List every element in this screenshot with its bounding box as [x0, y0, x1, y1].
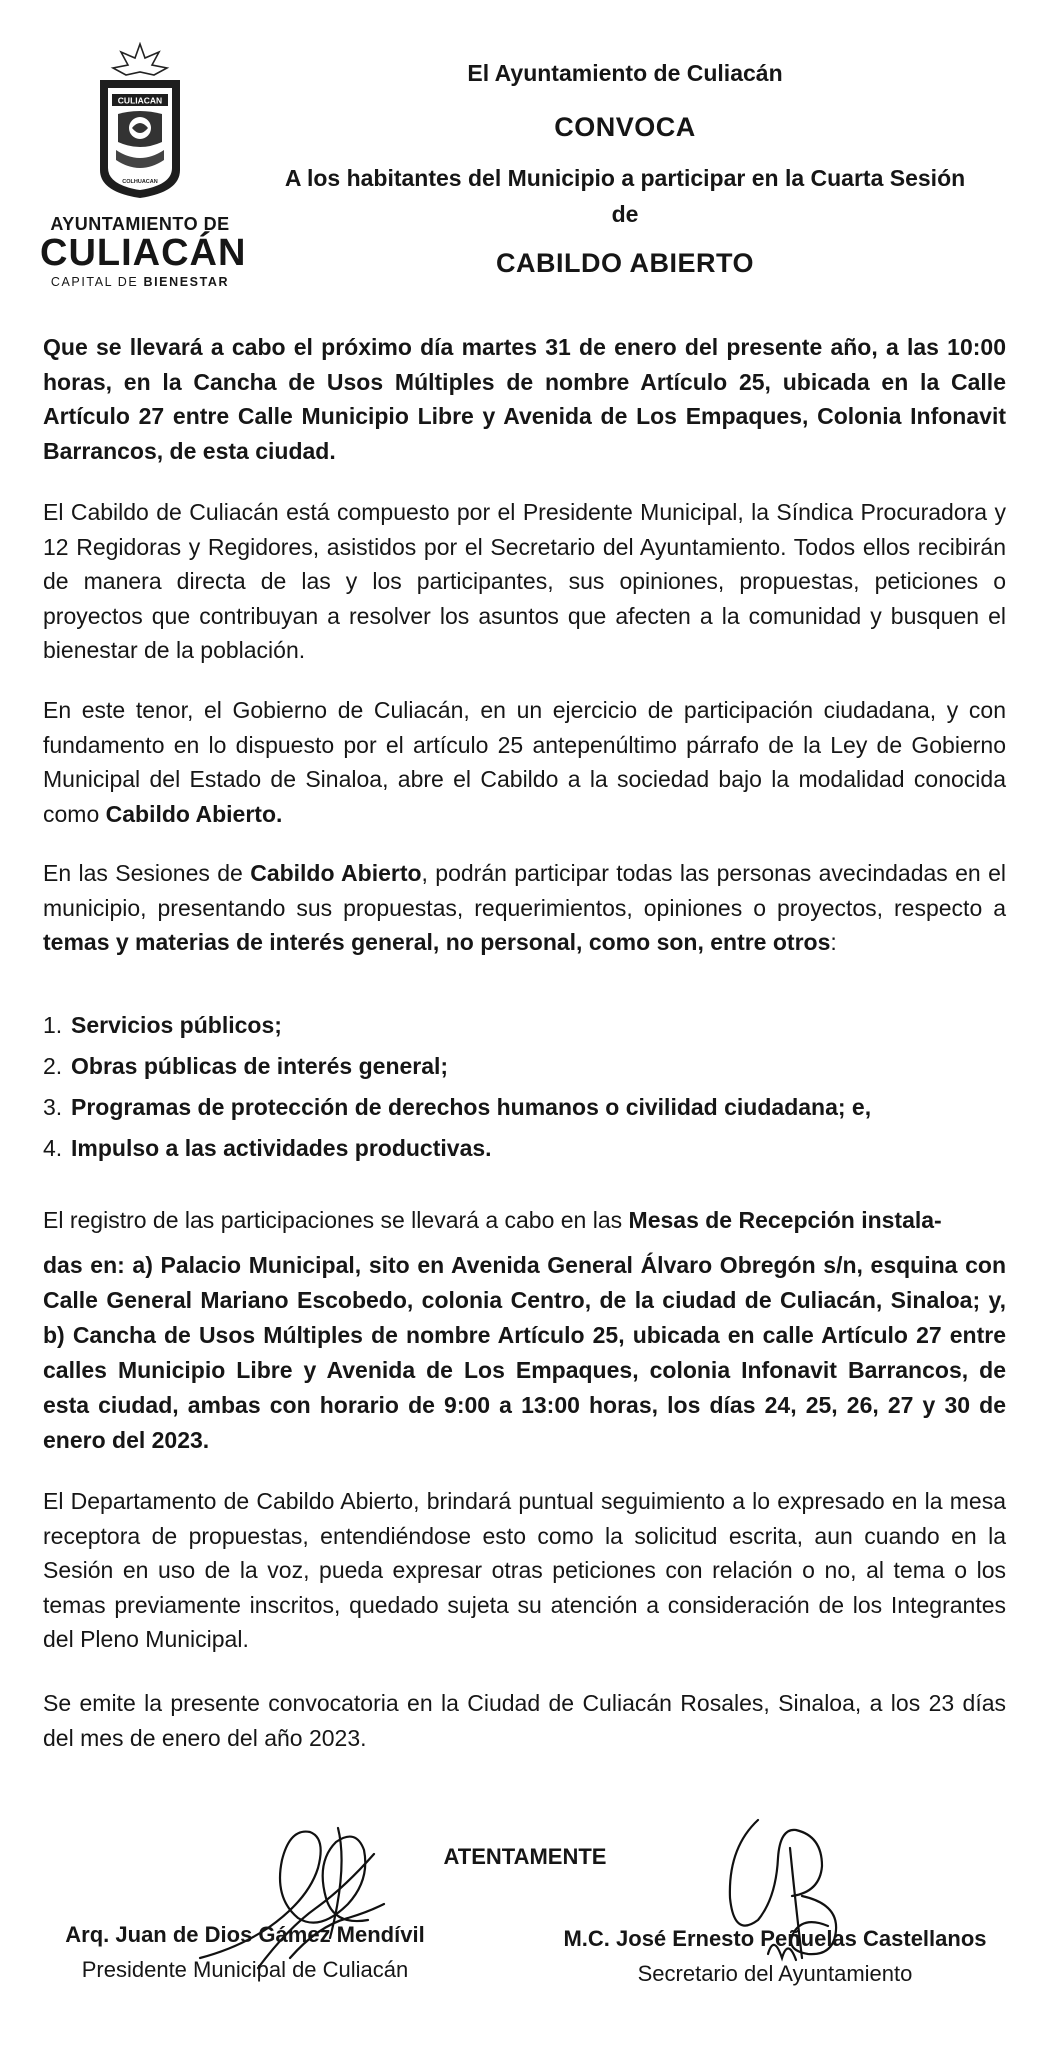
signature-right-icon [718, 1808, 878, 1983]
p5-bold-continued: das en: a) Palacio Municipal, sito en Avenida General Álvaro Obregón s/n, esquina con Calle General Mariano Escobedo, colonia Centro, de la ciudad de Culiacán, Sinaloa; y, b) Cancha de Usos Múltiples de nombre Artículo 25, ubicada en calle Artículo 27 entre calles Municipio Libre y Avenida de Los Empaques, colonia Infonavit Barrancos, de esta ciudad, ambas con horario de 9:00 a 13:00 horas, los días 24, 25, 26, 27 y 30 de enero del 2023. [43, 1251, 1006, 1453]
list-item-text: Obras públicas de interés general; [71, 1053, 449, 1079]
logo-bienestar-text: BIENESTAR [143, 275, 230, 289]
seal-text-bottom: COLHUACAN [122, 179, 158, 185]
signature-left-icon [198, 1808, 388, 1978]
list-item-number: 2. [43, 1053, 63, 1079]
logo-line-capital [40, 275, 240, 289]
list-item-text: Programas de protección de derechos humanos o civilidad ciudadana; e, [71, 1094, 872, 1120]
logo-line-culiacan: CULIACÁN [40, 232, 247, 274]
p4-text-c: , podrán participar todas las personas avecindadas en el municipio, presentando sus propuestas, requerimientos, opiniones o proyectos, respecto a [43, 860, 1006, 921]
seal-text-top: CULIACAN [117, 95, 163, 106]
p4-bold-d: temas y materias de interés general, no personal, como son, entre otros [43, 929, 831, 955]
list-item [43, 1128, 1006, 1169]
closing-atentamente: ATENTAMENTE [443, 1844, 607, 1869]
list-item [43, 1005, 1006, 1046]
list-item-text: Servicios públicos; [71, 1012, 282, 1038]
header-convoca: CONVOCA [554, 112, 696, 142]
logo-capital-text: CAPITAL DE [50, 275, 144, 289]
right-signer-name: M.C. José Ernesto Peñuelas Castellanos [563, 1926, 987, 1951]
list-item-text: Impulso a las actividades productivas. [71, 1135, 492, 1161]
left-signer-name: Arq. Juan de Dios Gámez Mendívil [65, 1922, 425, 1947]
paragraph-follow-up: El Departamento de Cabildo Abierto, brindará puntual seguimiento a lo expresado en la mesa receptora de propuestas, entendiéndose esto como la solicitud escrita, aun cuando en la Sesión en uso de la voz, pueda expresar otras peticiones con relación o no, al tema o los temas previamente inscritos, quedado sujeta su atención a consideración de los Integrantes del Pleno Municipal. [43, 1488, 1006, 1652]
list-item-number: 4. [43, 1135, 63, 1161]
p5-text: El registro de las participaciones se llevará a cabo en las [43, 1207, 629, 1233]
paragraph-event-details: Que se llevará a cabo el próximo día martes 31 de enero del presente año, a las 10:00 horas, en la Cancha de Usos Múltiples de nombre Artículo 25, ubicada en la Calle Artículo 27 entre Calle Municipio Libre y Avenida de Los Empaques, Colonia Infonavit Barrancos, de esta ciudad. [43, 334, 1006, 464]
header-org: El Ayuntamiento de Culiacán [467, 60, 783, 86]
left-signer-role: Presidente Municipal de Culiacán [81, 1957, 409, 1982]
p4-text-e: : [830, 929, 837, 955]
logo-line-ayuntamiento: AYUNTAMIENTO DE [50, 214, 230, 234]
list-item [43, 1087, 1006, 1128]
paragraph-participation [43, 856, 1006, 960]
p5-bold-start: Mesas de Recepción instala- [628, 1207, 942, 1233]
list-item-number: 3. [43, 1094, 63, 1120]
p3-text: En este tenor, el Gobierno de Culiacán, en un ejercicio de participación ciudadana, y con fundamento en lo dispuesto por el artículo 25 antepenúltimo párrafo de la Ley de Gobierno Municipal del Estado de Sinaloa, abre el Cabildo a la sociedad bajo la modalidad conocida como [43, 697, 1006, 827]
paragraph-legal-basis [43, 693, 1006, 831]
header-subtitle: A los habitantes del Municipio a participar en la Cuarta Sesión de [284, 165, 966, 227]
paragraph-cabildo-composition: El Cabildo de Culiacán está compuesto por el Presidente Municipal, la Síndica Procuradora y 12 Regidoras y Regidores, asistidos por el Secretario del Ayuntamiento. Todos ellos recibirán de manera directa de las y los participantes, sus opiniones, propuestas, peticiones o proyectos que contribuyan a resolver los asuntos que afecten a la comunidad y busquen el bienestar de la población. [43, 499, 1006, 663]
municipal-logo [40, 42, 247, 292]
topics-list [43, 1005, 1006, 1169]
p4-bold-b: Cabildo Abierto [250, 860, 422, 886]
municipal-seal-icon [82, 42, 198, 202]
p4-text-a: En las Sesiones de [43, 860, 251, 886]
list-item-number: 1. [43, 1012, 63, 1038]
p3-bold: Cabildo Abierto. [105, 800, 283, 827]
right-signer-role: Secretario del Ayuntamiento [637, 1961, 913, 1986]
page-title: CABILDO ABIERTO [495, 248, 754, 278]
paragraph-issued: Se emite la presente convocatoria en la Ciudad de Culiacán Rosales, Sinaloa, a los 23 días del mes de enero del año 2023. [43, 1690, 1006, 1751]
list-item [43, 1046, 1006, 1087]
paragraph-registration [43, 1203, 1006, 1458]
